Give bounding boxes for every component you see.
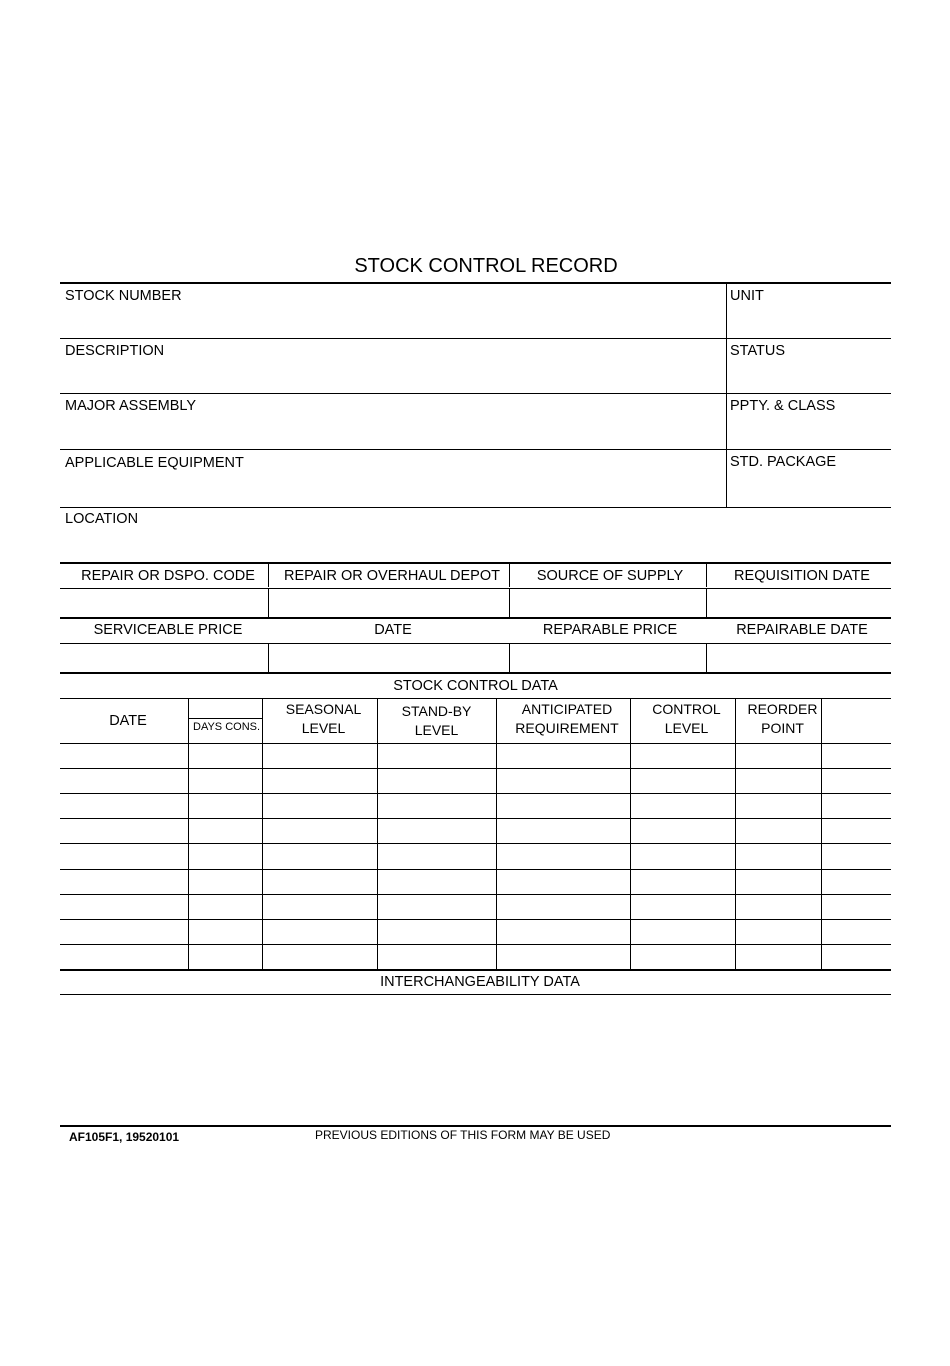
standby-line-2: LEVEL (414, 722, 459, 738)
table-column-rule (188, 698, 189, 969)
reorder-line-2: POINT (761, 720, 804, 736)
table-column-rule (262, 698, 263, 969)
repair-overhaul-depot-label: REPAIR OR OVERHAUL DEPOT (284, 568, 500, 584)
col-date-header: DATE (109, 713, 147, 729)
table-column-rule (377, 698, 378, 969)
serviceable-price-label: SERVICEABLE PRICE (93, 622, 243, 638)
supply-top-rule (60, 562, 891, 564)
major-assembly-label: MAJOR ASSEMBLY (65, 398, 197, 414)
col-seasonal-header (262, 700, 385, 738)
table-column-rule (735, 698, 736, 969)
status-label: STATUS (730, 343, 786, 359)
stock-number-label: STOCK NUMBER (65, 288, 182, 304)
header-rule-3 (60, 449, 891, 450)
table-row-rule (60, 919, 891, 920)
supply-divider-5 (509, 588, 510, 617)
ppty-class-label: PPTY. & CLASS (730, 398, 836, 414)
table-column-rule (821, 698, 822, 969)
interchangeability-data-title: INTERCHANGEABILITY DATA (380, 974, 580, 990)
seasonal-line-1: SEASONAL (285, 701, 362, 717)
anticipated-line-1: ANTICIPATED (521, 701, 613, 717)
table-row-rule (60, 743, 891, 744)
previous-editions-note: PREVIOUS EDITIONS OF THIS FORM MAY BE USED (315, 1128, 611, 1142)
table-column-rule (496, 698, 497, 969)
date-label: DATE (374, 622, 412, 638)
location-label: LOCATION (65, 511, 139, 527)
supply-rule-2 (60, 617, 891, 619)
stock-control-bottom-rule (60, 969, 891, 971)
table-row-rule (60, 768, 891, 769)
form-title: STOCK CONTROL RECORD (354, 255, 618, 277)
repairable-date-label: REPAIRABLE DATE (736, 622, 868, 638)
col-days-cons-header: DAYS CONS. (193, 721, 261, 733)
table-row-rule (60, 793, 891, 794)
supply-divider-8 (509, 643, 510, 672)
applicable-equipment-label: APPLICABLE EQUIPMENT (65, 455, 244, 471)
col-standby-header (377, 702, 496, 740)
supply-divider-4 (268, 588, 269, 617)
description-label: DESCRIPTION (65, 343, 165, 359)
interchangeability-rule (60, 994, 891, 995)
seasonal-line-2: LEVEL (301, 720, 346, 736)
header-rule-2 (60, 393, 891, 394)
anticipated-line-2: REQUIREMENT (515, 720, 619, 736)
standby-line-1: STAND-BY (401, 703, 472, 719)
requisition-date-label: REQUISITION DATE (734, 568, 870, 584)
footer-rule (60, 1125, 891, 1127)
control-line-1: CONTROL (652, 701, 721, 717)
header-rule-1 (60, 338, 891, 339)
days-cons-split-rule (188, 718, 262, 719)
table-row-rule (60, 894, 891, 895)
stock-control-header-rule (60, 698, 891, 699)
supply-divider-7 (268, 643, 269, 672)
col-control-header (630, 700, 743, 738)
std-package-label: STD. PACKAGE (730, 454, 837, 470)
control-line-2: LEVEL (664, 720, 709, 736)
supply-rule-1 (60, 588, 891, 589)
table-row-rule (60, 869, 891, 870)
table-row-rule (60, 818, 891, 819)
reorder-line-1: REORDER (747, 701, 818, 717)
supply-rule-3 (60, 643, 891, 644)
header-top-rule (60, 282, 891, 284)
table-column-rule (630, 698, 631, 969)
form-id: AF105F1, 19520101 (69, 1130, 180, 1144)
supply-divider-6 (706, 588, 707, 617)
col-anticipated-header (496, 700, 638, 738)
repair-dspo-code-label: REPAIR OR DSPO. CODE (81, 568, 255, 584)
supply-divider-9 (706, 643, 707, 672)
table-row-rule (60, 944, 891, 945)
table-row-rule (60, 843, 891, 844)
stock-control-data-title: STOCK CONTROL DATA (393, 678, 558, 694)
unit-label: UNIT (730, 288, 764, 304)
col-reorder-header (735, 700, 830, 738)
source-of-supply-label: SOURCE OF SUPPLY (536, 568, 684, 584)
header-rule-4 (60, 507, 891, 508)
reparable-price-label: REPARABLE PRICE (542, 622, 678, 638)
supply-bottom-rule (60, 672, 891, 674)
header-divider (726, 282, 727, 507)
